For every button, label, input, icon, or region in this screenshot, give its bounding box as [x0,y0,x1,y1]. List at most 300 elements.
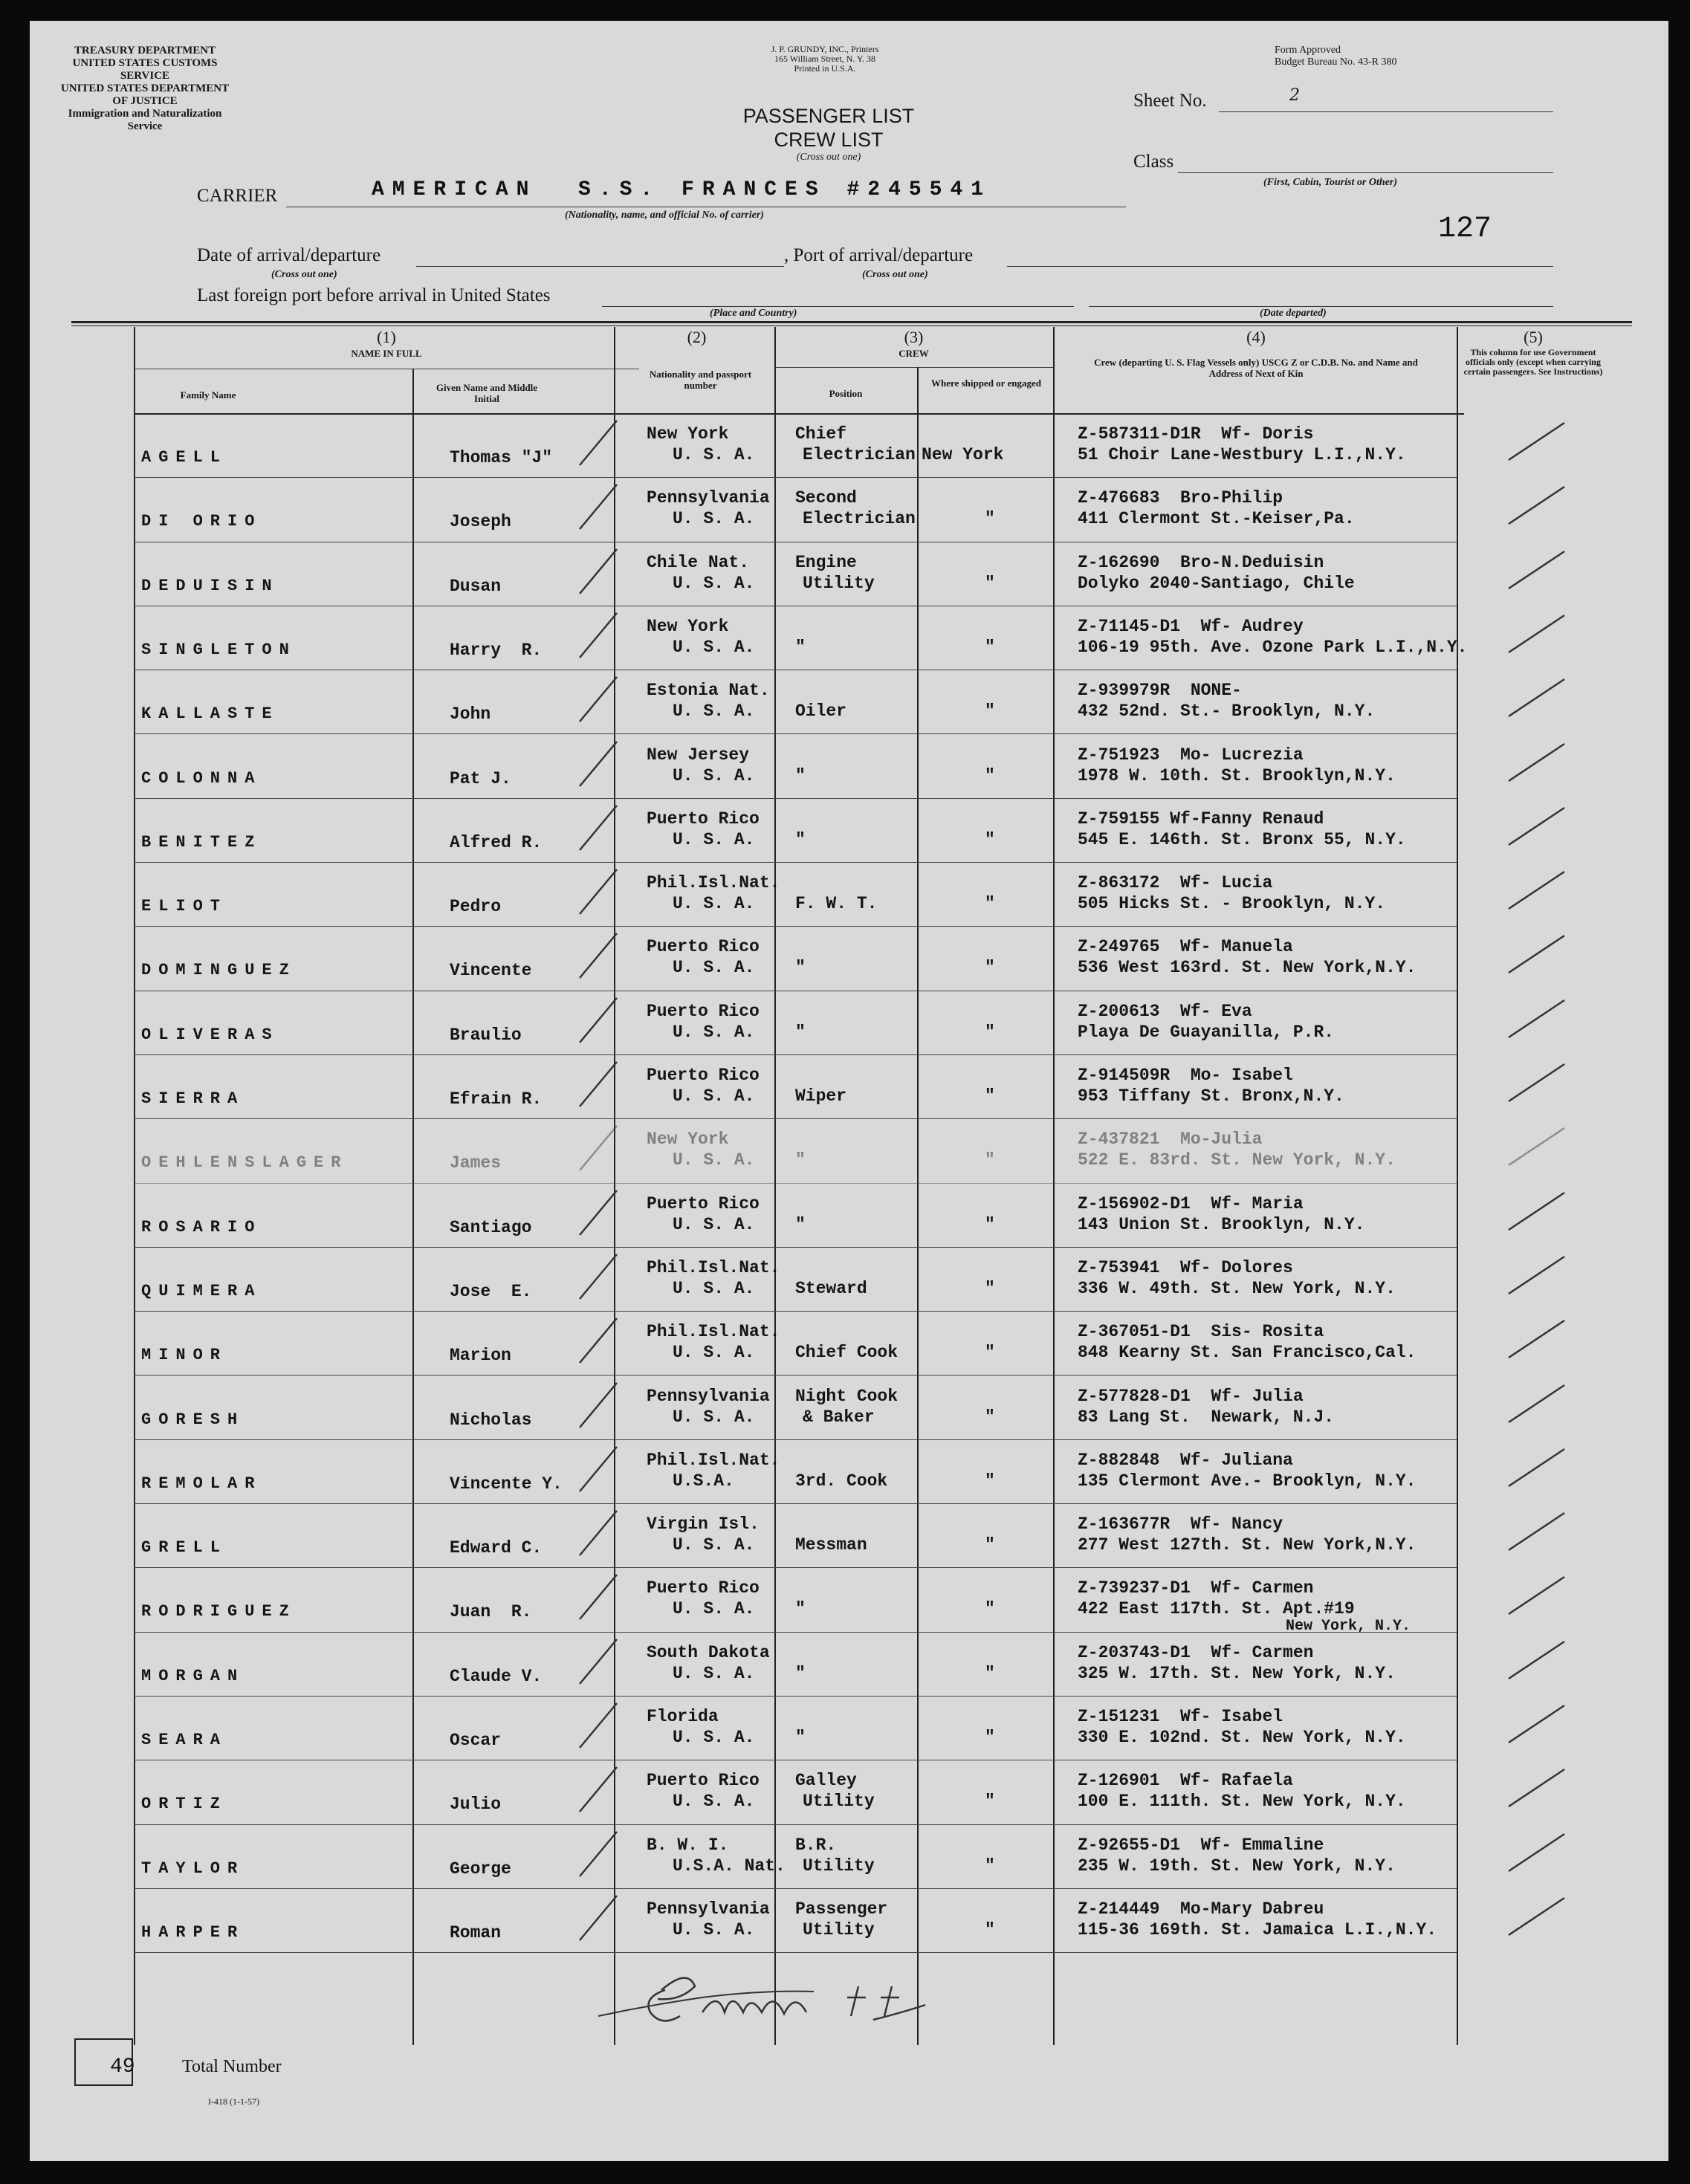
gov-check-mark [1505,1638,1572,1690]
family-name: OEHLENSLAGER [141,1153,349,1173]
given-name: Pat J. [450,768,511,788]
col4-number: (4) [1246,328,1266,346]
where-shipped: " [985,1407,995,1427]
verification-check-mark [576,930,643,982]
nationality-line-1: Phil.Isl.Nat. [647,873,780,893]
col5-number: (5) [1524,328,1543,346]
gov-check-mark [1505,1702,1572,1754]
given-name: Santiago [450,1217,532,1237]
position-line-1: " [795,1022,806,1042]
gov-check-mark [1505,1317,1572,1369]
verification-check-mark [576,1443,643,1495]
nationality-line-1: Phil.Isl.Nat. [647,1322,780,1342]
gov-check-mark [1505,932,1572,984]
nationality-line-2: U. S. A. [673,573,755,593]
kin-line-2: 51 Choir Lane-Westbury L.I.,N.Y. [1078,445,1406,464]
position-line-1: Engine [795,552,857,572]
table-row [30,542,1668,606]
position-line-1: " [795,1663,806,1683]
kin-line-2: 411 Clermont St.-Keiser,Pa. [1078,509,1355,529]
family-name: SINGLETON [141,640,297,659]
table-row [30,1439,1668,1503]
family-name: SIERRA [141,1089,245,1108]
port-underline [1007,266,1553,267]
given-name: Nicholas [450,1410,532,1430]
last-port-underline [602,306,1074,307]
nationality-line-2: U. S. A. [673,1022,755,1042]
kin-line-2: 1978 W. 10th. St. Brooklyn,N.Y. [1078,765,1396,785]
kin-line-2: 848 Kearny St. San Francisco,Cal. [1078,1343,1417,1363]
gov-check-mark [1505,740,1572,792]
kin-line-1: Z-71145-D1 Wf- Audrey [1078,616,1304,636]
header-divider-crew [774,367,1053,368]
position-line-1: Oiler [795,701,847,722]
where-shipped: " [985,1599,995,1619]
col2-number: (2) [687,328,707,346]
gov-check-mark [1505,1253,1572,1305]
position-line-2: Utility [803,1856,875,1876]
position-line-2: & Baker [803,1407,875,1427]
where-shipped: " [985,1919,995,1940]
kin-line-1: Z-939979R NONE- [1078,681,1242,701]
kin-line-2: 235 W. 19th. St. New York, N.Y. [1078,1856,1396,1876]
place-note: (Place and Country) [710,308,797,319]
col5-title: This column for use Government officials only (except when carrying certain passengers. See Instructions) [1463,347,1603,377]
printer-line: J. P. GRUNDY, INC., Printers [771,44,879,54]
given-name: James [450,1153,502,1173]
agency-line: Immigration and Naturalization Service [68,108,222,132]
gov-check-mark [1505,1381,1572,1433]
position-line-1: 3rd. Cook [795,1471,888,1491]
kin-line-2: 432 52nd. St.- Brooklyn, N.Y. [1078,701,1376,722]
class-underline [1178,172,1553,173]
kin-line-2: 83 Lang St. Newark, N.J. [1078,1407,1335,1427]
verification-check-mark [576,481,643,533]
kin-line-2: 545 E. 146th. St. Bronx 55, N.Y. [1078,829,1406,849]
nationality-line-2: U. S. A. [673,445,755,464]
given-name: Marion [450,1346,511,1366]
given-name: Julio [450,1795,502,1815]
col4-title: Crew (departing U. S. Flag Vessels only) USCG Z or C.D.B. No. and Name and Address of Next of Kin [1094,357,1418,379]
nationality-line-2: U. S. A. [673,1150,755,1170]
gov-check-mark [1505,1445,1572,1497]
kin-line-1: Z-367051-D1 Sis- Rosita [1078,1322,1324,1342]
position-line-1: B.R. [795,1835,837,1855]
gov-check-mark [1505,548,1572,600]
kin-line-2: 330 E. 102nd. St. New York, N.Y. [1078,1728,1406,1747]
where-shipped: " [985,894,995,914]
kin-line-1: Z-162690 Bro-N.Deduisin [1078,552,1324,572]
kin-line-1: Z-163677R Wf- Nancy [1078,1514,1283,1535]
given-name: Juan R. [450,1602,532,1622]
table-row [30,734,1668,798]
where-shipped-header: Where shipped or engaged [931,377,1041,389]
nationality-line-2: U. S. A. [673,1086,755,1106]
nationality-line-1: Florida [647,1707,719,1726]
position-line-1: Night Cook [795,1386,899,1406]
given-name: Vincente [450,961,532,981]
kin-line-2: Dolyko 2040-Santiago, Chile [1078,573,1355,593]
given-name: Braulio [450,1025,522,1045]
printer-line: 165 William Street, N. Y. 38 [774,54,875,64]
col3-title: CREW [899,348,929,359]
nationality-line-2: U. S. A. [673,1792,755,1812]
kin-line-2: 115-36 169th. St. Jamaica L.I.,N.Y. [1078,1919,1437,1940]
budget-bureau-text: Budget Bureau No. 43-R 380 [1275,56,1397,68]
sheet-label: Sheet No. [1133,91,1207,111]
position-line-1: Passenger [795,1899,888,1919]
gov-check-mark [1505,1573,1572,1625]
where-shipped: " [985,1471,995,1491]
verification-check-mark [576,545,643,597]
gov-check-mark [1505,804,1572,856]
family-name: AGELL [141,448,228,467]
given-name: Roman [450,1922,502,1942]
position-line-1: " [795,1728,806,1747]
nationality-line-1: Pennsylvania [647,1386,770,1406]
kin-line-1: Z-587311-D1R Wf- Doris [1078,424,1314,444]
table-top-rule [71,321,1632,323]
family-name: ROSARIO [141,1217,262,1237]
class-note: (First, Cabin, Tourist or Other) [1263,177,1397,188]
kin-line-1: Z-126901 Wf- Rafaela [1078,1771,1293,1791]
printer-line: Printed in U.S.A. [794,63,856,74]
kin-line-1: Z-751923 Mo- Lucrezia [1078,745,1304,765]
table-row [30,1888,1668,1952]
position-line-1: " [795,765,806,785]
position-line-2: Electrician [803,445,916,464]
form-approved-text: Form Approved [1275,45,1341,56]
table-row [30,862,1668,926]
position-line-1: Chief Cook [795,1343,899,1363]
arrival-label: Date of arrival/departure [197,245,381,265]
nationality-line-1: Phil.Isl.Nat. [647,1257,780,1277]
kin-line-2: 277 West 127th. St. New York,N.Y. [1078,1535,1417,1555]
arrival-underline [416,266,784,267]
verification-check-mark [576,417,643,469]
verification-check-mark [576,1507,643,1559]
table-row [30,1311,1668,1375]
position-line-1: Second [795,488,857,508]
kin-line-1: Z-214449 Mo-Mary Dabreu [1078,1899,1324,1919]
given-name: Efrain R. [450,1089,543,1109]
family-name: REMOLAR [141,1474,262,1493]
verification-check-mark [576,609,643,661]
verification-check-mark [576,802,643,854]
port-note: (Cross out one) [862,269,928,280]
nationality-line-1: New York [647,424,729,444]
carrier-value: AMERICAN S.S. FRANCES #245541 [372,178,992,201]
family-name: BENITEZ [141,832,262,852]
nationality-line-1: Estonia Nat. [647,681,770,701]
nationality-line-2: U. S. A. [673,1599,755,1619]
gov-check-mark [1505,1894,1572,1946]
gov-check-mark [1505,1766,1572,1818]
nationality-line-1: Puerto Rico [647,1193,760,1213]
family-name: HARPER [141,1922,245,1942]
table-row [30,926,1668,990]
nationality-line-2: U. S. A. [673,1214,755,1234]
kin-line-2: 325 W. 17th. St. New York, N.Y. [1078,1663,1396,1683]
nationality-line-1: Puerto Rico [647,809,760,829]
nationality-line-2: U. S. A. [673,637,755,657]
col2-title: Nationality and passport number [649,369,752,391]
given-name: Jose E. [450,1281,532,1301]
gov-check-mark [1505,483,1572,535]
position-line-2: Electrician [803,509,916,529]
family-name: KALLASTE [141,704,279,724]
kin-line-2: 106-19 95th. Ave. Ozone Park L.I.,N.Y. [1078,637,1468,657]
table-row [30,798,1668,862]
table-row [30,1375,1668,1439]
gov-check-mark [1505,1509,1572,1561]
kin-line-1: Z-151231 Wf- Isabel [1078,1707,1283,1726]
kin-line-1: Z-156902-D1 Wf- Maria [1078,1193,1304,1213]
kin-line-1: Z-759155 Wf-Fanny Renaud [1078,809,1324,829]
nationality-line-2: U.S.A. Nat. [673,1856,786,1876]
nationality-line-2: U. S. A. [673,1278,755,1298]
gov-check-mark [1505,1060,1572,1112]
gov-check-mark [1505,868,1572,920]
given-name: Harry R. [450,640,543,660]
nationality-line-2: U. S. A. [673,1343,755,1363]
position-line-1: F. W. T. [795,894,878,914]
table-row [30,477,1668,541]
nationality-line-1: Phil.Isl.Nat. [647,1450,780,1470]
nationality-line-1: Pennsylvania [647,1899,770,1919]
nationality-line-1: Puerto Rico [647,1066,760,1085]
form-title [721,104,936,163]
position-line-1: Messman [795,1535,867,1555]
verification-check-mark [576,1187,643,1239]
table-row [30,1183,1668,1247]
where-shipped: " [985,1214,995,1234]
position-line-1: " [795,829,806,849]
kin-line-2: 422 East 117th. St. Apt.#19 [1078,1599,1355,1619]
col1-number: (1) [377,328,396,346]
verification-check-mark [576,1892,643,1944]
signature-drawing [591,1945,1007,2035]
verification-check-mark [576,673,643,725]
verification-check-mark [576,1058,643,1110]
given-name-header: Given Name and Middle Initial [436,382,538,404]
kin-line-2: 522 E. 83rd. St. New York, N.Y. [1078,1150,1396,1170]
where-shipped: " [985,1343,995,1363]
total-number-label: Total Number [182,2057,282,2076]
table-row [30,606,1668,670]
where-shipped: " [985,573,995,593]
nationality-line-1: Puerto Rico [647,1771,760,1791]
family-name: MORGAN [141,1666,245,1685]
nationality-line-2: U. S. A. [673,1535,755,1555]
kin-line-2: 505 Hicks St. - Brooklyn, N.Y. [1078,894,1386,914]
gov-check-mark [1505,1189,1572,1241]
port-label: , Port of arrival/departure [784,245,974,265]
table-row [30,1503,1668,1567]
verification-check-mark [576,1315,643,1367]
given-name: Edward C. [450,1538,543,1558]
verification-check-mark [576,1379,643,1431]
position-line-2: Utility [803,1792,875,1812]
position-line-1: " [795,958,806,978]
verification-check-mark [576,994,643,1046]
carrier-label: CARRIER [197,186,278,206]
form-number: I-418 (1-1-57) [208,2096,259,2107]
sheet-number: 2 [1289,86,1300,105]
where-shipped: " [985,765,995,785]
position-line-1: " [795,1599,806,1619]
table-row [30,1567,1668,1636]
kin-line-1: Z-863172 Wf- Lucia [1078,873,1273,893]
where-shipped: " [985,509,995,529]
nationality-line-1: New Jersey [647,745,750,765]
gov-check-mark [1505,675,1572,728]
kin-line-2: 536 West 163rd. St. New York,N.Y. [1078,958,1417,978]
where-shipped: " [985,829,995,849]
verification-check-mark [576,1828,643,1880]
position-line-1: Wiper [795,1086,847,1106]
kin-line-2: 336 W. 49th. St. New York, N.Y. [1078,1278,1396,1298]
where-shipped: " [985,1535,995,1555]
nationality-line-1: Puerto Rico [647,1578,760,1598]
nationality-line-1: New York [647,1130,729,1150]
kin-line-1: Z-739237-D1 Wf- Carmen [1078,1578,1314,1598]
printer-info [721,45,929,74]
nationality-line-2: U. S. A. [673,894,755,914]
nationality-line-2: U. S. A. [673,1407,755,1427]
nationality-line-2: U. S. A. [673,829,755,849]
family-name: ORTIZ [141,1795,228,1814]
family-name: COLONNA [141,768,262,788]
nationality-line-2: U. S. A. [673,701,755,722]
given-name: George [450,1859,511,1879]
family-name: DI ORIO [141,512,262,531]
nationality-line-2: U. S. A. [673,1663,755,1683]
nationality-line-1: Puerto Rico [647,937,760,957]
position-line-1: Steward [795,1278,867,1298]
kin-line-1: Z-476683 Bro-Philip [1078,488,1283,508]
given-name: Oscar [450,1731,502,1750]
table-row [30,1247,1668,1311]
where-shipped: " [985,701,995,722]
kin-line-1: Z-914509R Mo- Isabel [1078,1066,1293,1085]
family-name: ELIOT [141,897,228,916]
date-departed-note: (Date departed) [1260,308,1327,319]
where-shipped: " [985,1728,995,1747]
position-line-1: " [795,1150,806,1170]
given-name: John [450,704,491,725]
cross-out-note: (Cross out one) [796,152,861,163]
family-name: GORESH [141,1410,245,1429]
kin-line-1: Z-753941 Wf- Dolores [1078,1257,1293,1277]
table-row [30,670,1668,733]
date-departed-underline [1089,306,1553,307]
verification-check-mark [576,866,643,918]
verification-check-mark [576,1571,643,1623]
gov-check-mark [1505,997,1572,1049]
table-row [30,1696,1668,1760]
kin-line-1: Z-577828-D1 Wf- Julia [1078,1386,1304,1406]
kin-line-2: Playa De Guayanilla, P.R. [1078,1022,1335,1042]
where-shipped: " [985,1278,995,1298]
verification-check-mark [576,1699,643,1752]
where-shipped: " [985,1150,995,1170]
position-line-1: " [795,637,806,657]
class-label: Class [1133,152,1174,172]
verification-check-mark [576,1763,643,1815]
kin-line-2: 100 E. 111th. St. New York, N.Y. [1078,1792,1406,1812]
agency-header [52,45,238,133]
verification-check-mark [576,1251,643,1303]
position-line-2: Utility [803,1919,875,1940]
where-shipped: " [985,1856,995,1876]
kin-line-1: Z-882848 Wf- Juliana [1078,1450,1293,1470]
given-name: Joseph [450,512,511,532]
kin-line-2: 953 Tiffany St. Bronx,N.Y. [1078,1086,1344,1106]
table-row [30,991,1668,1054]
table-row [30,1054,1668,1118]
position-line-1: Galley [795,1771,857,1791]
col1-title: NAME IN FULL [351,348,422,359]
where-shipped: " [985,1086,995,1106]
kin-line-1: Z-249765 Wf- Manuela [1078,937,1293,957]
total-number-value: 49 [110,2055,135,2078]
where-shipped: " [985,637,995,657]
agency-line: UNITED STATES DEPARTMENT OF JUSTICE [60,82,230,107]
position-line-1: Chief [795,424,847,444]
table-row [30,413,1668,477]
nationality-line-2: U. S. A. [673,1919,755,1940]
where-shipped: " [985,1792,995,1812]
nationality-line-1: Puerto Rico [647,1001,760,1021]
nationality-line-1: New York [647,616,729,636]
kin-line-2: 143 Union St. Brooklyn, N.Y. [1078,1214,1365,1234]
carrier-note: (Nationality, name, and official No. of carrier) [565,210,764,221]
agency-line: UNITED STATES CUSTOMS SERVICE [72,57,218,82]
kin-line-1: Z-203743-D1 Wf- Carmen [1078,1642,1314,1662]
family-name: OLIVERAS [141,1025,279,1044]
passenger-crew-list-form [30,21,1668,2161]
gov-check-mark [1505,1124,1572,1176]
table-top-rule-thin [71,325,1632,326]
given-name: Thomas "J" [450,448,553,467]
position-line-1: " [795,1214,806,1234]
family-name: TAYLOR [141,1859,245,1878]
verification-check-mark [576,1636,643,1688]
family-name-header: Family Name [180,389,236,401]
table-row [30,1118,1668,1182]
nationality-line-2: U. S. A. [673,509,755,529]
position-header: Position [829,388,863,399]
title-crew-list: CREW LIST [774,129,884,151]
sheet-underline [1219,111,1553,112]
title-passenger-list: PASSENGER LIST [742,105,915,127]
last-port-label: Last foreign port before arrival in United States [197,285,551,305]
table-row [30,1632,1668,1696]
nationality-line-1: B. W. I. [647,1835,729,1855]
table-row [30,1760,1668,1824]
family-name: GRELL [141,1538,228,1558]
family-name: MINOR [141,1346,228,1365]
family-name: SEARA [141,1731,228,1749]
position-line-2: Utility [803,573,875,593]
verification-check-mark [576,1122,643,1174]
family-name: RODRIGUEZ [141,1602,297,1621]
nationality-line-1: Pennsylvania [647,488,770,508]
where-shipped: " [985,1663,995,1683]
nationality-line-2: U. S. A. [673,958,755,978]
kin-line-1: Z-200613 Wf- Eva [1078,1001,1252,1021]
